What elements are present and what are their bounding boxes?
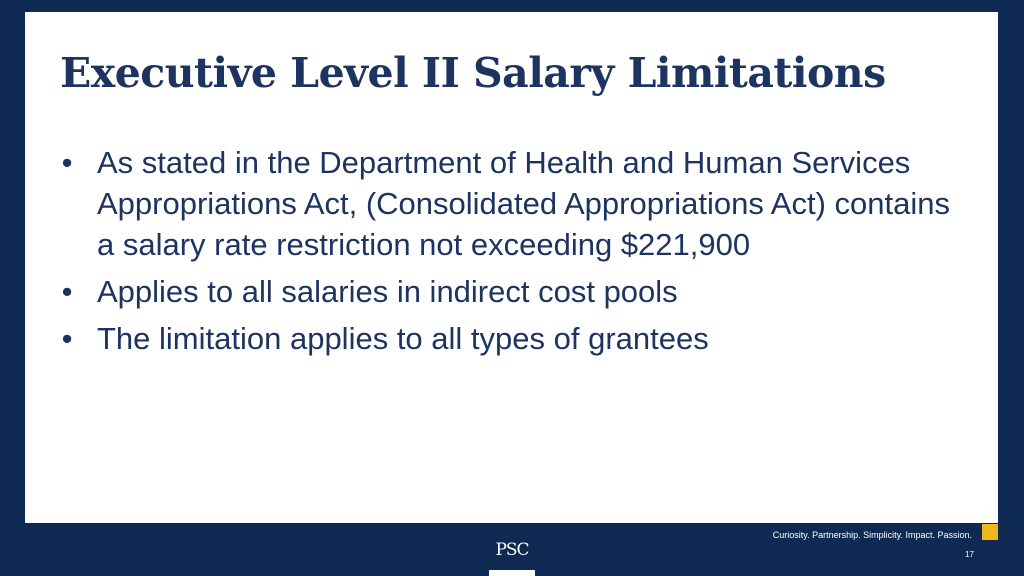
bullet-dot: • (61, 274, 73, 309)
bullet-dot: • (61, 145, 73, 180)
accent-square (982, 524, 998, 540)
bullet-dot: • (61, 321, 73, 356)
logo-bar (489, 570, 535, 576)
page-number: 17 (965, 550, 974, 559)
bullet-text: Applies to all salaries in indirect cost pools (97, 274, 678, 309)
bullet-item (57, 271, 957, 312)
bullet-item (57, 142, 957, 265)
logo-text: PSC (495, 540, 529, 560)
psc-logo (488, 540, 536, 576)
bullet-text: The limitation applies to all types of grantees (97, 321, 709, 356)
bullet-text: As stated in the Department of Health and Human Services Appropriations Act, (Consolidated Appropriations Act) contains a salary rate restriction not exceeding $221,900 (97, 145, 950, 262)
content-panel (25, 12, 998, 523)
slide-title: Executive Level II Salary Limitations (60, 49, 886, 97)
footer-tagline: Curiosity. Partnership. Simplicity. Impact. Passion. (772, 530, 972, 540)
bullet-item (57, 318, 957, 359)
bullet-list (57, 142, 957, 365)
